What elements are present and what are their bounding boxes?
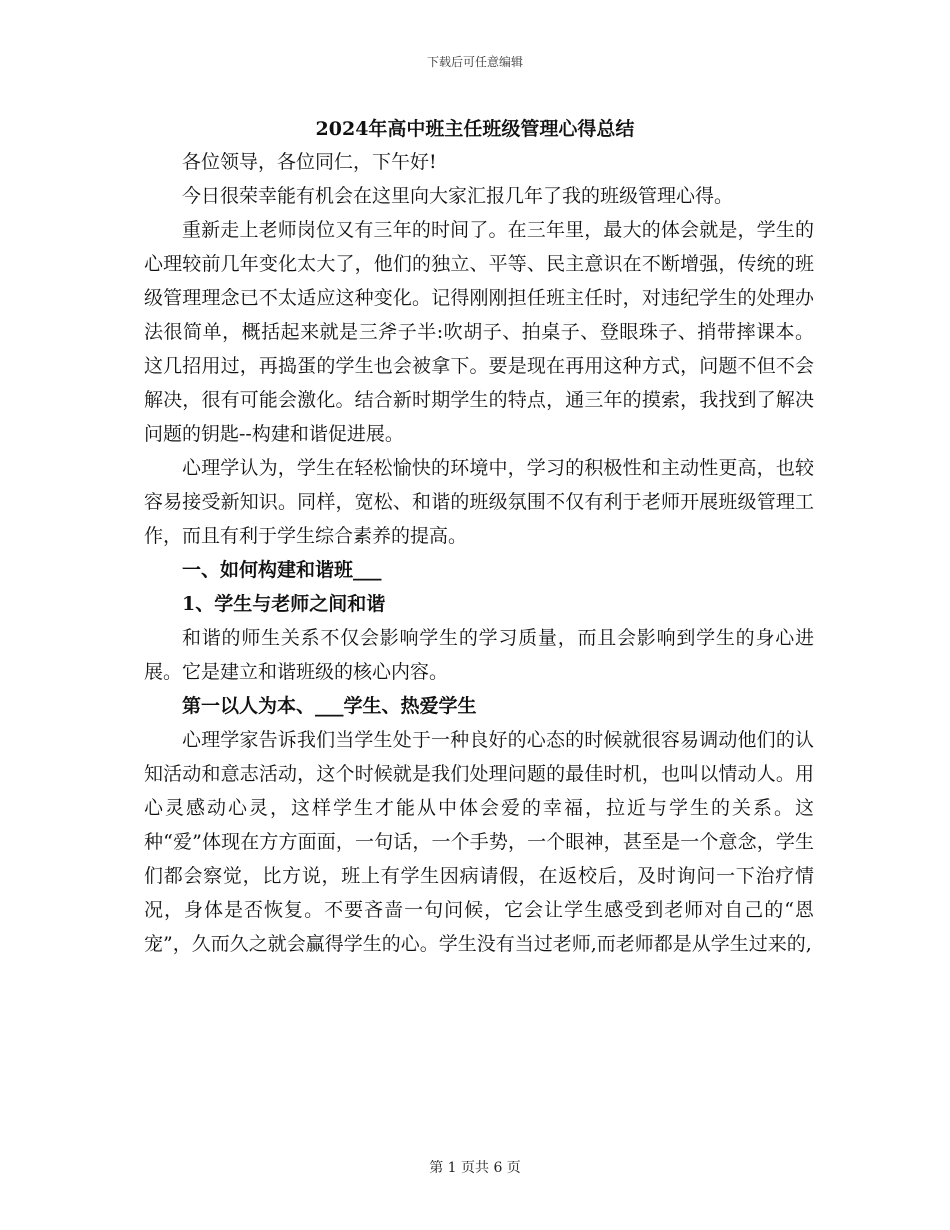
- paragraph-care: 心理学家告诉我们当学生处于一种良好的心态的时候就很容易调动他们的认知活动和意志活动，这个时候就是我们处理问题的最佳时机，也叫以情动人。用心灵感动心灵，这样学生才能从中体会爱的幸福，拉近与学生的关系。这种“爱”体现在方方面面，一句话，一个手势，一个眼神，甚至是一个意念，学生们都会察觉，比方说，班上有学生因病请假，在返校后，及时询问一下治疗情况，身体是否恢复。不要吝啬一句问候，它会让学生感受到老师对自己的“恩宠”，久而久之就会赢得学生的心。学生没有当过老师,而老师都是从学生过来的,: [144, 729, 814, 955]
- paragraph-intro: 今日很荣幸能有机会在这里向大家汇报几年了我的班级管理心得。: [182, 185, 734, 207]
- document-body: [144, 145, 814, 961]
- paragraph-greeting: 各位领导，各位同仁，下午好!: [182, 151, 437, 173]
- point-heading-1: 第一以人为本、___学生、热爱学生: [182, 695, 477, 717]
- document-title: 2024年高中班主任班级管理心得总结: [315, 118, 635, 140]
- subsection-heading-1: 1、学生与老师之间和谐: [182, 593, 386, 615]
- page-number: 第 1 页共 6 页: [429, 1160, 521, 1176]
- paragraph-psychology: 心理学认为，学生在轻松愉快的环境中，学习的积极性和主动性更高，也较容易接受新知识。同样，宽松、和谐的班级氛围不仅有利于老师开展班级管理工作，而且有利于学生综合素养的提高。: [144, 457, 814, 547]
- paragraph-teacher-student: 和谐的师生关系不仅会影响学生的学习质量，而且会影响到学生的身心进展。它是建立和谐班级的核心内容。: [144, 627, 814, 683]
- paragraph-experience: 重新走上老师岗位又有三年的时间了。在三年里，最大的体会就是，学生的心理较前几年变化太大了，他们的独立、平等、民主意识在不断增强，传统的班级管理理念已不太适应这种变化。记得刚刚担任班主任时，对违纪学生的处理办法很简单，概括起来就是三斧子半:吹胡子、拍桌子、登眼珠子、捎带摔课本。这几招用过，再捣蛋的学生也会被拿下。要是现在再用这种方式，问题不但不会解决，很有可能会激化。结合新时期学生的特点，通三年的摸索，我找到了解决问题的钥匙--构建和谐促进展。: [144, 219, 814, 445]
- page-header-note: 下载后可任意编辑: [426, 55, 523, 69]
- section-heading-1: 一、如何构建和谐班___: [182, 559, 382, 581]
